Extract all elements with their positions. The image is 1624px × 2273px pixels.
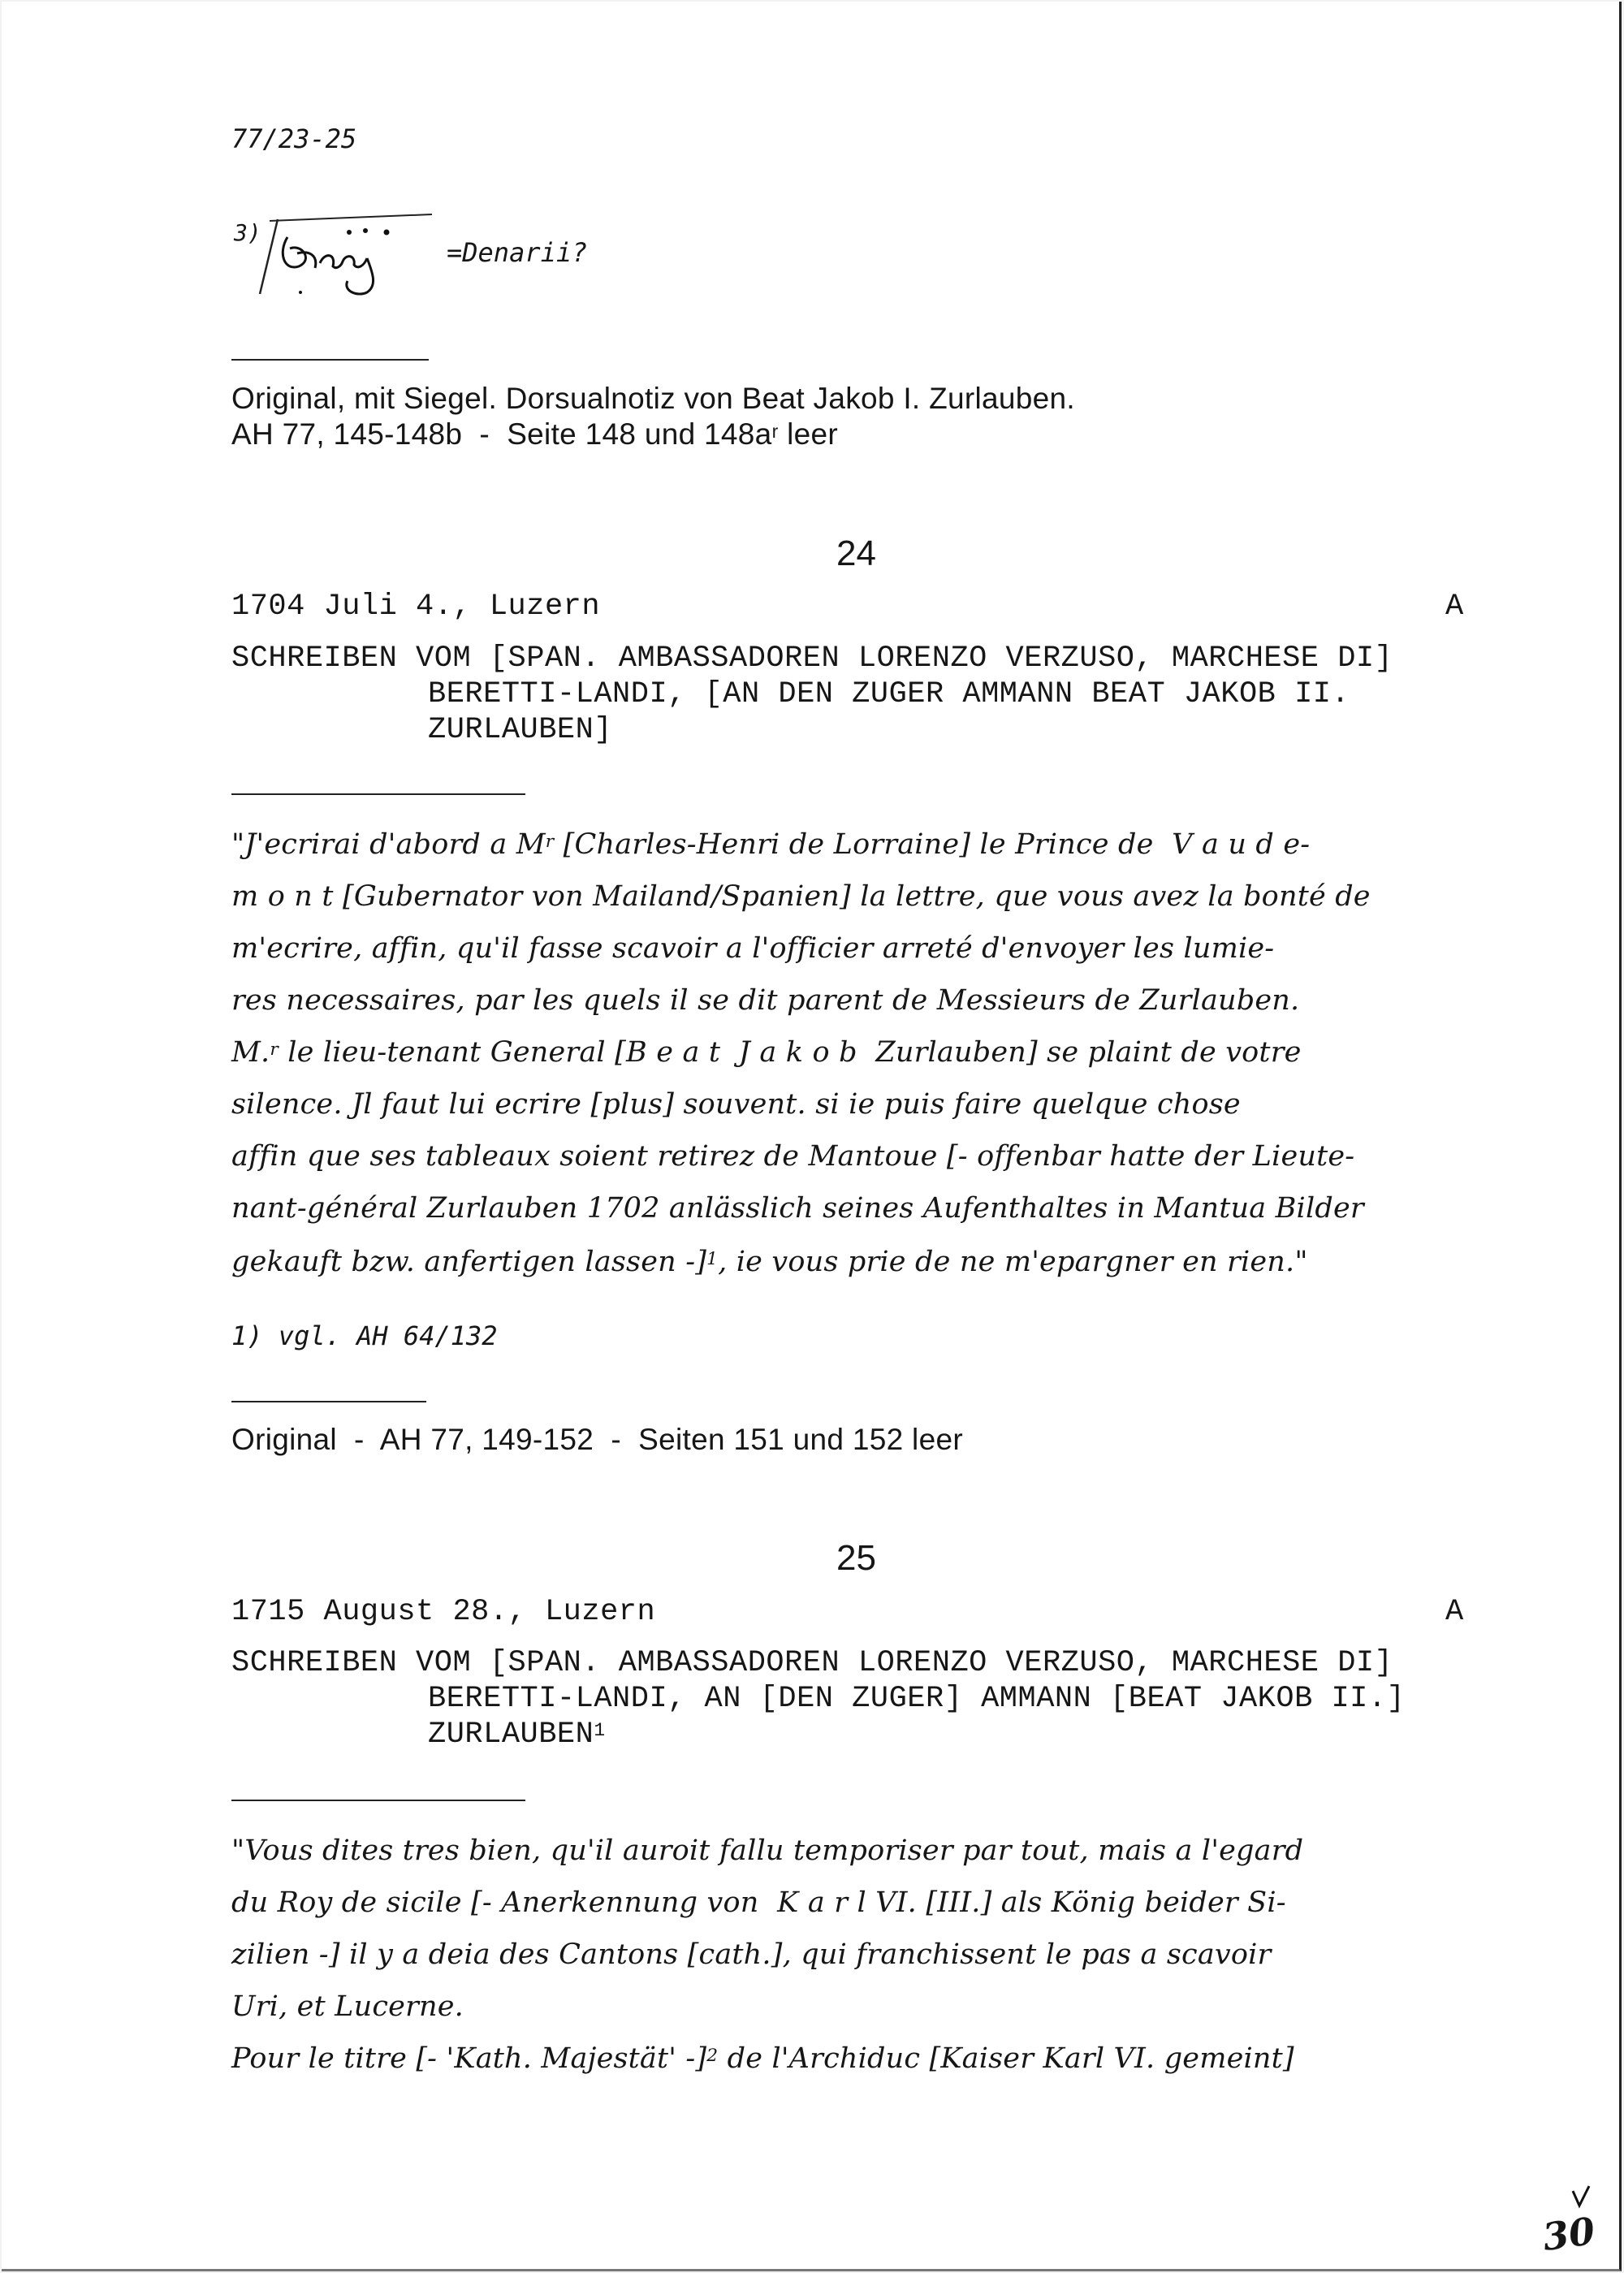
handwritten-word-image bbox=[245, 197, 448, 302]
entry-24-number: 24 bbox=[836, 534, 876, 573]
page-stamp-number: 30 bbox=[1540, 2208, 1598, 2260]
entry-24-text-line-9: gekauft bzw. anfertigen lassen -]$^1$, ie vous prie de ne m'epargner en rien." bbox=[231, 1246, 1308, 1278]
page-reference: 77/23-25 bbox=[231, 123, 357, 154]
entry-24-source: Original - AH 77, 149-152 - Seiten 151 und 152 leer bbox=[231, 1423, 963, 1456]
entry-24-footnote: 1) vgl. AH 64/132 bbox=[231, 1320, 498, 1351]
separator-rule bbox=[231, 1401, 426, 1402]
entry-25-text-line-3: zilien -] il y a deia des Cantons [cath.], qui franchissent le pas a scavoir bbox=[231, 1938, 1272, 1971]
document-page bbox=[2, 2, 1622, 2271]
source-23-line-1: Original, mit Siegel. Dorsualnotiz von Beat Jakob I. Zurlauben. bbox=[231, 382, 1075, 415]
entry-25-text-line-5: Pour le titre [- 'Kath. Majestät' -]$^2$ de l'Archiduc [Kaiser Karl VI. gemeint] bbox=[231, 2042, 1294, 2075]
entry-24-title-line-3: ZURLAUBEN] bbox=[428, 713, 613, 747]
entry-24-text-line-5: M.$^r$ le lieu-tenant General [B e a t J a k o b Zurlauben] se plaint de votre bbox=[231, 1036, 1302, 1069]
entry-24-text-line-7: affin que ses tableaux soient retirez de Mantoue [- offenbar hatte der Lieute- bbox=[231, 1140, 1355, 1173]
entry-24-title-line-1: SCHREIBEN VOM [SPAN. AMBASSADOREN LORENZO VERZUSO, MARCHESE DI] bbox=[231, 642, 1393, 676]
entry-25-title-line-2: BERETTI-LANDI, AN [DEN ZUGER] AMMANN [BEAT JAKOB II.] bbox=[428, 1682, 1406, 1716]
entry-25-marker: A bbox=[1445, 1595, 1464, 1629]
entry-24-text-line-6: silence. Jl faut lui ecrire [plus] souvent. si ie puis faire quelque chose bbox=[231, 1088, 1241, 1121]
footnote-3-gloss: =Denarii? bbox=[447, 237, 588, 268]
entry-25-title-line-1: SCHREIBEN VOM [SPAN. AMBASSADOREN LORENZO VERZUSO, MARCHESE DI] bbox=[231, 1646, 1393, 1680]
entry-24-marker: A bbox=[1445, 590, 1464, 624]
entry-24-text-line-4: res necessaires, par les quels il se dit parent de Messieurs de Zurlauben. bbox=[231, 984, 1300, 1017]
entry-24-date: 1704 Juli 4., Luzern bbox=[231, 590, 601, 624]
entry-25-text-line-1: "Vous dites tres bien, qu'il auroit fallu temporiser par tout, mais a l'egard bbox=[231, 1834, 1304, 1867]
entry-24-text-line-3: m'ecrire, affin, qu'il fasse scavoir a l'officier arreté d'envoyer les lumie- bbox=[231, 932, 1275, 965]
separator-rule bbox=[231, 1800, 525, 1801]
entry-25-date: 1715 August 28., Luzern bbox=[231, 1595, 656, 1629]
footnote-3-label: 3) bbox=[234, 219, 261, 246]
entry-25-text-line-2: du Roy de sicile [- Anerkennung von K a r l VI. [III.] als König beider Si- bbox=[231, 1886, 1286, 1919]
separator-rule bbox=[231, 793, 525, 795]
entry-24-text-line-2: m o n t [Gubernator von Mailand/Spanien] la lettre, que vous avez la bonté de bbox=[231, 880, 1371, 913]
source-23-line-2: AH 77, 145-148b - Seite 148 und $148a^r$ leer bbox=[231, 417, 838, 451]
entry-24-text-line-1: "J'ecrirai d'abord a $M^r$ [Charles-Henri de Lorraine] le Prince de V a u d e- bbox=[231, 828, 1311, 861]
separator-rule bbox=[231, 359, 429, 361]
entry-25-text-line-4: Uri, et Lucerne. bbox=[231, 1990, 464, 2023]
entry-24-title-line-2: BERETTI-LANDI, [AN DEN ZUGER AMMANN BEAT JAKOB II. bbox=[428, 677, 1350, 711]
entry-25-number: 25 bbox=[836, 1538, 876, 1578]
entry-25-title-line-3: ZURLAUBEN$^1$ bbox=[428, 1718, 606, 1752]
entry-24-text-line-8: nant-général Zurlauben 1702 anlässlich seines Aufenthaltes in Mantua Bilder bbox=[231, 1192, 1364, 1225]
